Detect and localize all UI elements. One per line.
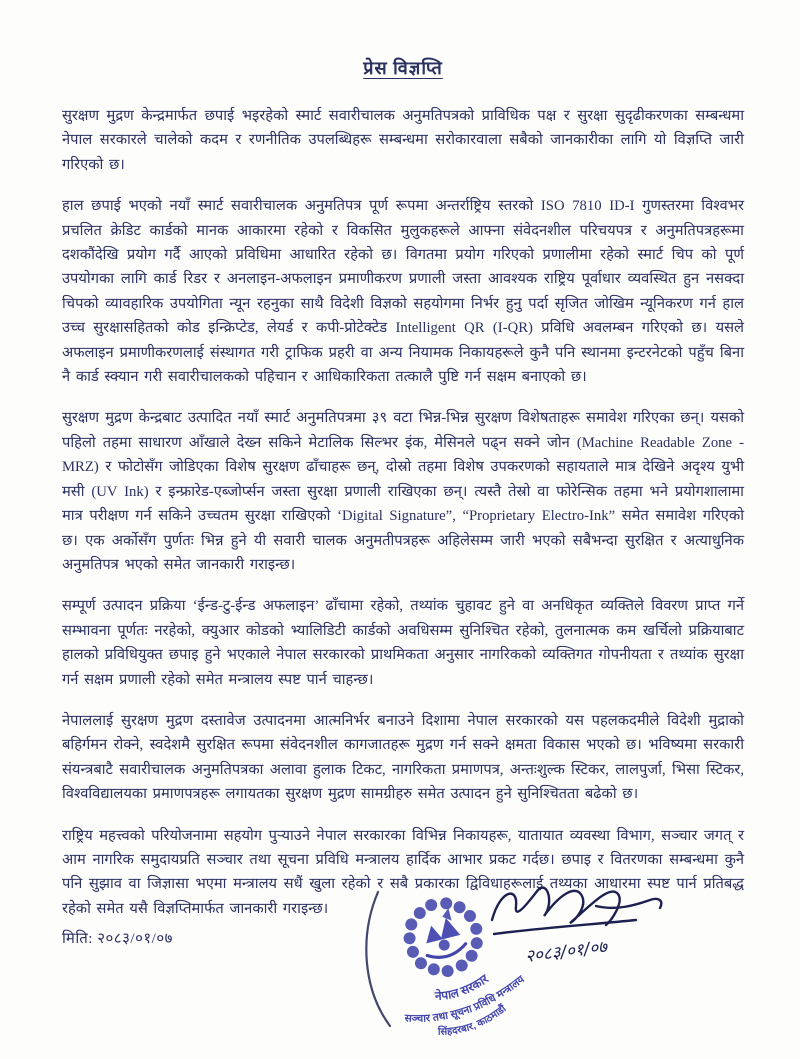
signature-scribble xyxy=(492,888,661,934)
document-body xyxy=(62,104,744,921)
stamp-ministry-line: सञ्चार तथा सूचना प्रविधि मन्त्रालय xyxy=(404,973,527,1025)
signature-block xyxy=(478,878,693,988)
paragraph-security-features: सुरक्षण मुद्रण केन्द्रबाट उत्पादित नयाँ स्मार्ट अनुमतिपत्रमा ३९ वटा भिन्न-भिन्न सुरक्षण विशेषताहरू समावेश गरिएका छन्। यसको पहिलो तहमा साधारण आँखाले देख्न सकिने मेटालिक सिल्भर इंक, मेसिनले पढ्न सक्ने जोन (Machine Readable Zone - MRZ) र फोटोसँग जोडिएका विशेष सुरक्षण ढाँचाहरू छन्, दोस्रो तहमा विशेष उपकरणको सहायताले मात्र देखिने अदृश्य युभी मसी (UV Ink) र इन्फ्रारेड-एब्जोर्प्सन जस्ता सुरक्षा प्रणाली राखिएका छन्। त्यस्तै तेस्रो वा फोरेन्सिक तहमा भने प्रयोगशालामा मात्र परीक्षण गर्न सकिने उच्चतम सुरक्षा राखिएको ‘Digital Signature”, “Proprietary Electro-Ink” समेत समावेश गरिएको छ। एक अर्कोसँग पुर्णतः भिन्न हुने यी सवारी चालक अनुमतीपत्रहरू अहिलेसम्म जारी भएको सबैभन्दा सुरक्षित र अत्याधुनिक अनुमतिपत्र भएको समेत जानकारी गराइन्छ। xyxy=(62,410,744,573)
paragraph-standard-iqr: हाल छपाई भएको नयाँ स्मार्ट सवारीचालक अनुमतिपत्र पूर्ण रूपमा अन्तर्राष्ट्रिय स्तरको ISO 7810 ID-I गुणस्तरमा विश्वभर प्रचलित क्रेडिट कार्डको मानक आकारमा रहेको र विकसित मुलुकहरूले आफ्ना संवेदनशील परिचयपत्र र अनुमतिपत्रहरूमा दशकौंदेखि प्रयोग गर्दै आएको प्रविधिमा आधारित रहेको छ। विगतमा प्रयोग गरिएको प्रणालीमा रहेको स्मार्ट चिप को पूर्ण उपयोगका लागि कार्ड रिडर र अनलाइन-अफलाइन प्रमाणीकरण प्रणाली जस्ता आवश्यक राष्ट्रिय पूर्वाधार व्यवस्थित हुन नसक्दा चिपको व्यावहारिक उपयोगिता न्यून रहनुका साथै विदेशी विज्ञको सहयोगमा निर्भर हुनु पर्दा सृजित जोखिम न्यूनिकरण गर्न हाल उच्च सुरक्षासहितको कोड इन्क्रिप्टेड, लेयर्ड र कपी-प्रोटेक्टेड Intelligent QR (I-QR) प्रविधि अवलम्बन गरिएको छ। यसले अफलाइन प्रमाणीकरणलाई संस्थागत गरी ट्राफिक प्रहरी वा अन्य नियामक निकायहरूले कुनै पनि स्थानमा इन्टरनेटको पहुँच बिना नै कार्ड स्क्यान गरी सवारीचालकको पहिचान र आधिकारिकता तत्कालै पुष्टि गर्न सक्षम बनाएको छ। xyxy=(62,198,744,386)
signature-handwritten-date: २०८३/०१/०७ xyxy=(524,937,609,967)
paragraph-self-reliance: नेपाललाई सुरक्षण मुद्रण दस्तावेज उत्पादनमा आत्मनिर्भर बनाउने दिशामा नेपाल सरकारको यस पहलकदमीले विदेशी मुद्राको बहिर्गमन रोक्ने, स्वदेशमै सुरक्षित रूपमा संवेदनशील कागजातहरू मुद्रण गर्न सक्ने क्षमता विकास भएको छ। भविष्यमा सरकारी संयन्त्रबाटै सवारीचालक अनुमतिपत्रका अलावा हुलाक टिकट, नागरिकता प्रमाणपत्र, अन्तःशुल्क स्टिकर, लालपुर्जा, भिसा स्टिकर, विश्वविद्यालयका प्रमाणपत्रहरू लगायतका सुरक्षण मुद्रण सामग्रीहरु समेत उत्पादन हुने सुनिश्चितता बढेको छ। xyxy=(62,712,744,803)
paragraph-intro: सुरक्षण मुद्रण केन्द्रमार्फत छपाई भइरहेको स्मार्ट सवारीचालक अनुमतिपत्रको प्राविधिक पक्ष र सुरक्षा सुदृढीकरणका सम्बन्धमा नेपाल सरकारले चालेको कदम र रणनीतिक उपलब्धिहरू सम्बन्धमा सरोकारवाला सबैको जानकारीका लागि यो विज्ञप्ति जारी गरिएको छ। xyxy=(62,108,744,173)
stamp-address-line: सिंहदरबार, काठमाडौं xyxy=(437,1003,509,1038)
paragraph-privacy: सम्पूर्ण उत्पादन प्रक्रिया ‘ईन्ड-टु-ईन्ड अफलाइन’ ढाँचामा रहेको, तथ्यांक चुहावट हुने वा अनधिकृत व्यक्तिले विवरण प्राप्त गर्ने सम्भावना पूर्णतः नरहेको, क्युआर कोडको भ्यालिडिटी कार्डको अवधिसम्म सुनिश्चित रहेको, तुलनात्मक कम खर्चिलो प्रक्रियाबाट हालको प्रविधियुक्त छपाइ हुने भएकाले नेपाल सरकारको प्राथमिकता अनुसार नागरिकको व्यक्तिगत गोपनीयता र तथ्यांक सुरक्षा गर्न सक्षम प्रणाली रहेको समेत मन्त्रालय स्पष्ट पार्न चाहन्छ। xyxy=(62,598,744,688)
paragraph-gratitude: राष्ट्रिय महत्त्वको परियोजनामा सहयोग पुऱ्याउने नेपाल सरकारका विभिन्न निकायहरू, यातायात व्यवस्था विभाग, सञ्चार जगत् र आम नागरिक समुदायप्रति सञ्चार तथा सूचना प्रविधि मन्त्रालय हार्दिक आभार प्रकट गर्दछ। छपाइ र वितरणका सम्बन्धमा कुनै पनि सुझाव वा जिज्ञासा भएमा मन्त्रालय सधैं खुला रहेको र सबै प्रकारका द्विविधाहरूलाई तथ्यका आधारमा स्पष्ट पार्न प्रतिबद्ध रहेको समेत यसै विज्ञप्तिमार्फत जानकारी गराइन्छ। xyxy=(62,827,744,917)
stamp-government-line: नेपाल सरकार xyxy=(434,971,491,1003)
document-title: प्रेस विज्ञप्ति xyxy=(363,58,443,78)
document-date: मिति: २०८३/०१/०७ xyxy=(62,931,173,947)
pen-flourish-stroke xyxy=(366,892,390,1026)
